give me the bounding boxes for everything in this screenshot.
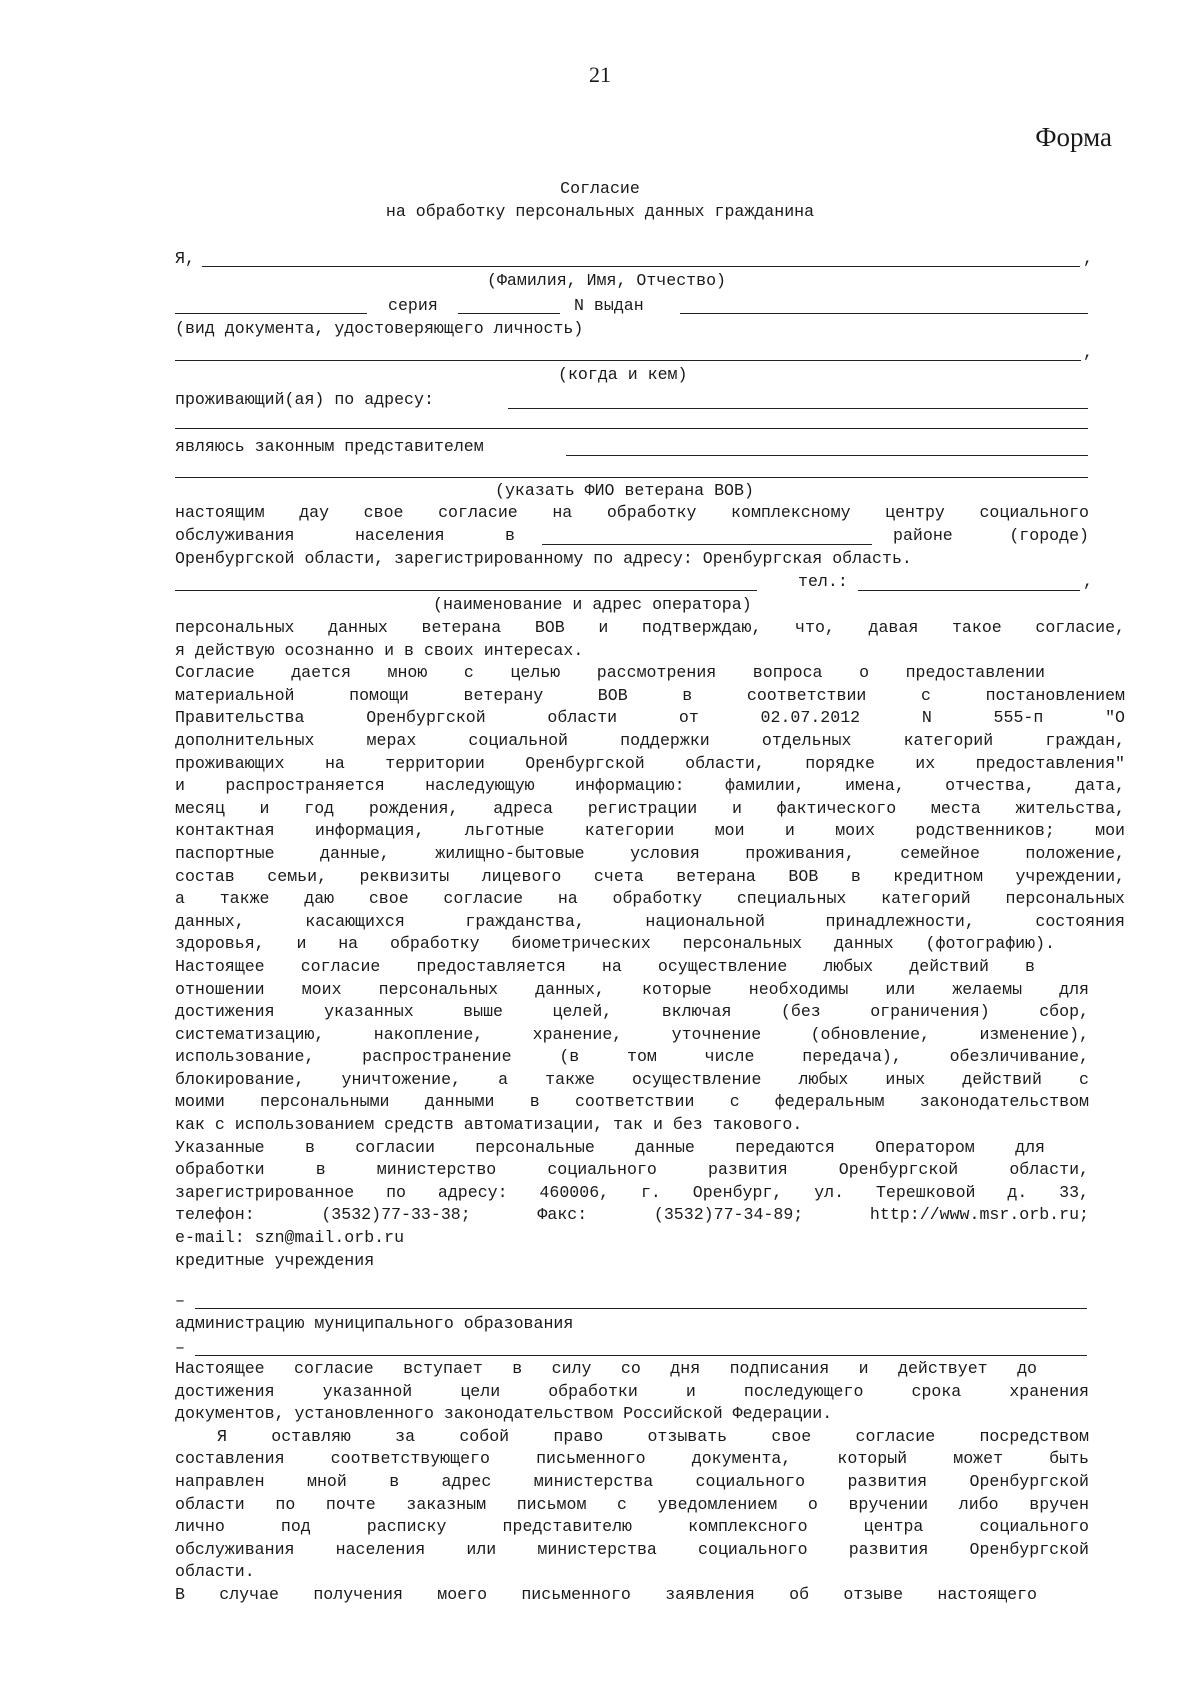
body-line: паспортные данные, жилищно-бытовые условия проживания, семейное положение, (175, 843, 1125, 863)
body-line: моими персональными данными в соответствии с федеральным законодательством (175, 1092, 1089, 1112)
body-line: Указанные в согласии персональные данные передаются Оператором для (175, 1137, 1045, 1157)
issued-when-field[interactable] (175, 360, 1081, 361)
final-line: направлен мной в адрес министерства социального развития Оренбургской (175, 1471, 1089, 1491)
body-line: систематизацию, накопление, хранение, уточнение (обновление, изменение), (175, 1024, 1089, 1044)
body-line: персональных данных ветерана ВОВ и подтверждаю, что, давая такое согласие, (175, 618, 1125, 637)
final-line: лично под расписку представителю комплексного центра социального (175, 1517, 1089, 1537)
body-line: я действую осознанно и в своих интересах. (175, 640, 584, 660)
representative-field[interactable] (566, 455, 1088, 456)
final-line: В случае получения моего письменного заявления об отзыве настоящего (175, 1584, 1037, 1604)
fio-caption: (Фамилия, Имя, Отчество) (487, 271, 726, 290)
representative-label: являюсь законным представителем (175, 437, 484, 456)
consent-line-2b: районе (городе) (893, 526, 1089, 545)
body-line: кредитные учреждения (175, 1250, 375, 1270)
final-line: области. (175, 1562, 255, 1582)
final-line: документов, установленного законодательством Российской Федерации. (175, 1404, 833, 1424)
body-line: обработки в министерство социального развития Оренбургской области, (175, 1160, 1089, 1180)
body-line: здоровья, и на обработку биометрических персональных данных (фотографию). (175, 934, 1055, 954)
municipal-field[interactable] (195, 1355, 1087, 1356)
body-line: зарегистрированное по адресу: 460006, г. Оренбург, ул. Терешковой д. 33, (175, 1182, 1089, 1202)
address-label: проживающий(ая) по адресу: (175, 390, 434, 409)
body-line: Правительства Оренбургской области от 02.07.2012 N 555-п "О (175, 708, 1125, 728)
issued-comma: , (1083, 343, 1093, 362)
final-text (175, 1358, 1089, 1607)
body-line: контактная информация, льготные категории мои и моих родственников; мои (175, 821, 1125, 841)
operator-caption: (наименование и адрес оператора) (433, 595, 752, 614)
when-who-caption: (когда и кем) (558, 365, 688, 384)
body-line: проживающих на территории Оренбургской области, порядке их предоставления" (175, 753, 1125, 773)
body-line: отношении моих персональных данных, которые необходимы или желаемы для (175, 979, 1089, 999)
body-line: Согласие дается мною с целью рассмотрения вопроса о предоставлении (175, 663, 1045, 683)
final-line: обслуживания населения или министерства социального развития Оренбургской (175, 1539, 1089, 1559)
title-line-1: Согласие (560, 179, 640, 198)
municipal-label: администрацию муниципального образования (175, 1314, 574, 1333)
body-line: дополнительных мерах социальной поддержки отдельных категорий граждан, (175, 730, 1125, 750)
body-line: Настоящее согласие предоставляется на осуществление любых действий в (175, 956, 1035, 976)
credit-institution-field[interactable] (195, 1308, 1087, 1309)
dash-1: – (175, 1291, 185, 1310)
final-line: области по почте заказным письмом с уведомлением о вручении либо вручен (175, 1494, 1089, 1514)
district-field[interactable] (542, 544, 872, 545)
document-title (0, 178, 1200, 223)
body-line: как с использованием средств автоматизации, так и без такового. (175, 1115, 803, 1135)
body-line: месяц и год рождения, адреса регистрации и фактического места жительства, (175, 798, 1125, 818)
final-line: составления соответствующего письменного документа, который может быть (175, 1449, 1089, 1469)
fio-field[interactable] (202, 266, 1080, 267)
body-line: достижения указанных выше целей, включая (без ограничения) сбор, (175, 1002, 1089, 1022)
consent-line-1: настоящим дау свое согласие на обработку комплексному центру социального (175, 503, 1089, 522)
body-line: использование, распространение (в том числе передача), обезличивание, (175, 1047, 1089, 1067)
address-field[interactable] (508, 408, 1088, 409)
veteran-caption: (указать ФИО ветерана ВОВ) (495, 481, 754, 500)
body-line: состав семьи, реквизиты лицевого счета ветерана ВОВ в кредитном учреждении, (175, 866, 1125, 886)
document-caption: (вид документа, удостоверяющего личность) (175, 319, 584, 338)
final-line: Настоящее согласие вступает в силу со дня подписания и действует до (175, 1359, 1037, 1378)
tel-comma: , (1083, 572, 1093, 591)
operator-address-field[interactable] (175, 590, 757, 591)
consent-line-2a: обслуживания населения в (175, 526, 515, 545)
body-line: e-mail: szn@mail.orb.ru (175, 1228, 405, 1248)
series-label: серия (388, 296, 438, 315)
tel-label: тел.: (798, 572, 848, 591)
document-type-field[interactable] (175, 313, 367, 314)
body-line: материальной помощи ветерану ВОВ в соответствии с постановлением (175, 685, 1125, 705)
i-prefix: Я, (175, 249, 195, 268)
title-line-2: на обработку персональных данных гражданина (385, 201, 815, 221)
number-issued-label: N выдан (574, 296, 644, 315)
form-label: Форма (1035, 122, 1112, 152)
body-line: телефон: (3532)77-33-38; Факс: (3532)77-34-89; http://www.msr.orb.ru; (175, 1205, 1089, 1225)
veteran-name-field[interactable] (175, 477, 1088, 478)
body-line: данных, касающихся гражданства, национальной принадлежности, состояния (175, 911, 1125, 931)
final-line: Я оставляю за собой право отзывать свое согласие посредством (217, 1426, 1089, 1446)
tel-field[interactable] (858, 590, 1080, 591)
consent-line-3: Оренбургской области, зарегистрированному по адресу: Оренбургская область. (175, 549, 912, 568)
series-field[interactable] (458, 313, 560, 314)
final-line: достижения указанной цели обработки и последующего срока хранения (175, 1381, 1089, 1401)
fio-comma: , (1083, 249, 1093, 268)
body-line: блокирование, уничтожение, а также осуществление любых иных действий с (175, 1069, 1089, 1089)
address-field-2[interactable] (175, 428, 1088, 429)
page-number: 21 (589, 62, 611, 87)
dash-2: – (175, 1338, 185, 1357)
body-line: и распространяется наследующую информацию: фамилии, имена, отчества, дата, (175, 776, 1125, 796)
issued-by-field[interactable] (680, 313, 1088, 314)
body-text (175, 617, 1125, 1272)
body-line: а также даю свое согласие на обработку специальных категорий персональных (175, 889, 1125, 909)
